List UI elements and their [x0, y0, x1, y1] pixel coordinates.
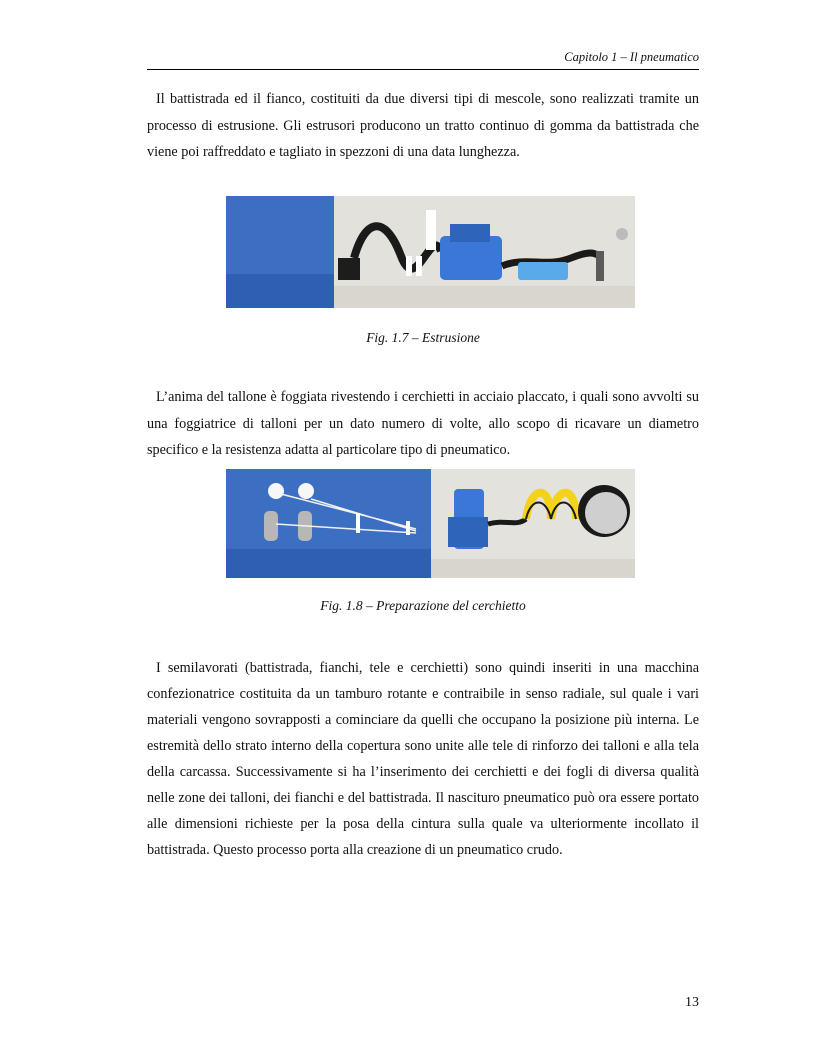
page-number: 13 — [685, 995, 699, 1010]
figure-bead-wire-image — [226, 469, 635, 578]
paragraph-bead-core: L’anima del tallone è foggiata rivestendo i cerchietti in acciaio placcato, i quali sono avvolti su una foggiatrice di talloni per un dato numero di volte, allo scopo di ricavare un diametro specifico e la resistenza adatta al particolare tipo di pneumatico. — [147, 389, 699, 458]
figure-extrusion-caption: Fig. 1.7 – Estrusione — [366, 330, 480, 345]
running-header — [147, 50, 699, 70]
extrusion-illustration — [226, 196, 635, 308]
figure-extrusion-image — [226, 196, 635, 308]
bead-wire-illustration — [226, 469, 635, 578]
paragraph-extrusion: Il battistrada ed il fianco, costituiti da due diversi tipi di mescole, sono realizzati tramite un processo di estrusione. Gli estrusori producono un tratto continuo di gomma da battistrada che viene poi raffreddato e tagliato in spezzoni di una data lunghezza. — [147, 91, 699, 160]
running-title: Capitolo 1 – Il pneumatico — [564, 50, 699, 64]
paragraph-building-machine: I semilavorati (battistrada, fianchi, tele e cerchietti) sono quindi inseriti in una macchina confezionatrice costituita da un tamburo rotante e contraibile in senso radiale, sul quale i vari materiali vengono sovrapposti a cominciare da quelli che occupano la posizione più interna. Le estremità dello strato interno della copertura sono unite alle tele di rinforzo dei talloni e alla tela della carcassa. Successivamente si ha l’inserimento dei cerchietti e dei fogli di diversa qualità nelle zone dei talloni, dei fianchi e del battistrada. Il nascituro pneumatico può ora essere portato alle dimensioni richieste per la posa della cintura sulla quale va ulteriormente incollato il battistrada. Questo processo porta alla creazione di un pneumatico crudo. — [147, 660, 699, 858]
figure-bead-wire-caption: Fig. 1.8 – Preparazione del cerchietto — [320, 598, 526, 613]
